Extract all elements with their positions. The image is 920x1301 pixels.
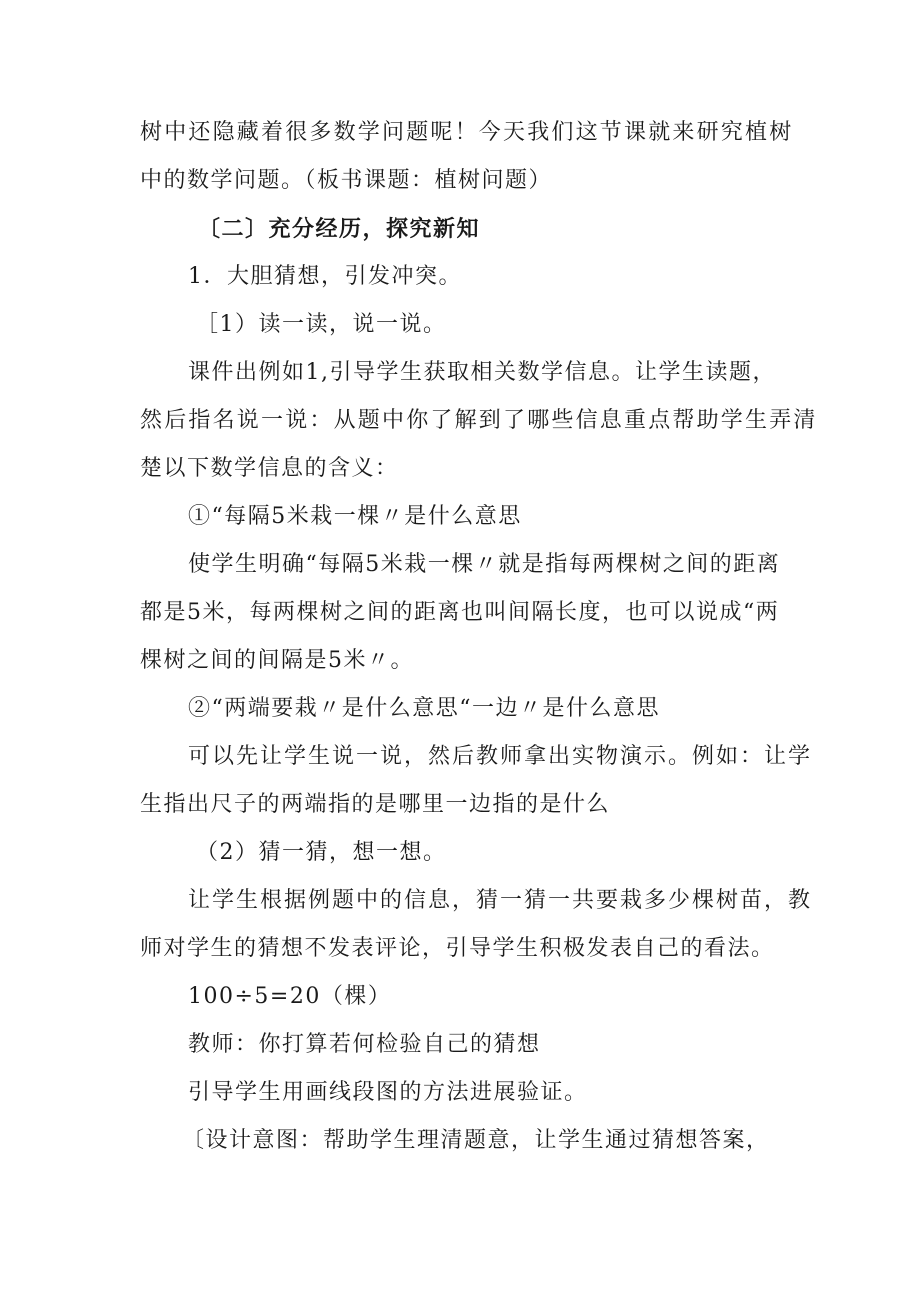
- paragraph-line: 可以先让学生说一说，然后教师拿出实物演示。例如：让学: [188, 744, 813, 769]
- question-item: ②“两端要栽〃是什么意思“一边〃是什么意思: [188, 696, 660, 721]
- paragraph-line: 生指出尺子的两端指的是哪里一边指的是什么: [140, 792, 611, 817]
- paragraph-line: 课件出例如1,引导学生获取相关数学信息。让学生读题，: [188, 360, 776, 385]
- paragraph-line: 中的数学问题。（板书课题：植树问题）: [140, 168, 553, 193]
- section-heading: 〔二〕充分经历，探究新知: [198, 216, 481, 242]
- paragraph-line: 让学生根据例题中的信息，猜一猜一共要栽多少棵树苗，教: [188, 888, 813, 913]
- step-heading: ［1）读一读，说一说。: [196, 312, 447, 337]
- paragraph-line: 然后指名说一说：从题中你了解到了哪些信息重点帮助学生弄清: [140, 408, 818, 433]
- step-heading: （2）猜一猜，想一想。: [196, 840, 447, 865]
- paragraph-line: 楚以下数学信息的含义：: [140, 456, 399, 481]
- paragraph-line: 棵树之间的间隔是5米〃。: [140, 648, 414, 673]
- paragraph-line: 都是5米，每两棵树之间的距离也叫间隔长度，也可以说成“两: [140, 600, 780, 625]
- paragraph-line: 师对学生的猜想不发表评论，引导学生积极发表自己的看法。: [140, 936, 775, 961]
- paragraph-line: 树中还隐藏着很多数学问题呢！今天我们这节课就来研究植树: [140, 120, 794, 145]
- paragraph-line: 使学生明确“每隔5米栽一棵〃就是指每两棵树之间的距离: [188, 552, 781, 577]
- paragraph-line: 教师：你打算若何检验自己的猜想: [188, 1032, 541, 1057]
- question-item: ①“每隔5米栽一棵〃是什么意思: [188, 504, 522, 529]
- formula-line: 100÷5=20（棵）: [188, 984, 392, 1009]
- paragraph-line: 引导学生用画线段图的方法进展验证。: [188, 1080, 588, 1105]
- design-intent-note: 〔设计意图：帮助学生理清题意，让学生通过猜想答案，: [182, 1128, 770, 1153]
- subsection-heading: 1．大胆猜想，引发冲突。: [188, 264, 462, 289]
